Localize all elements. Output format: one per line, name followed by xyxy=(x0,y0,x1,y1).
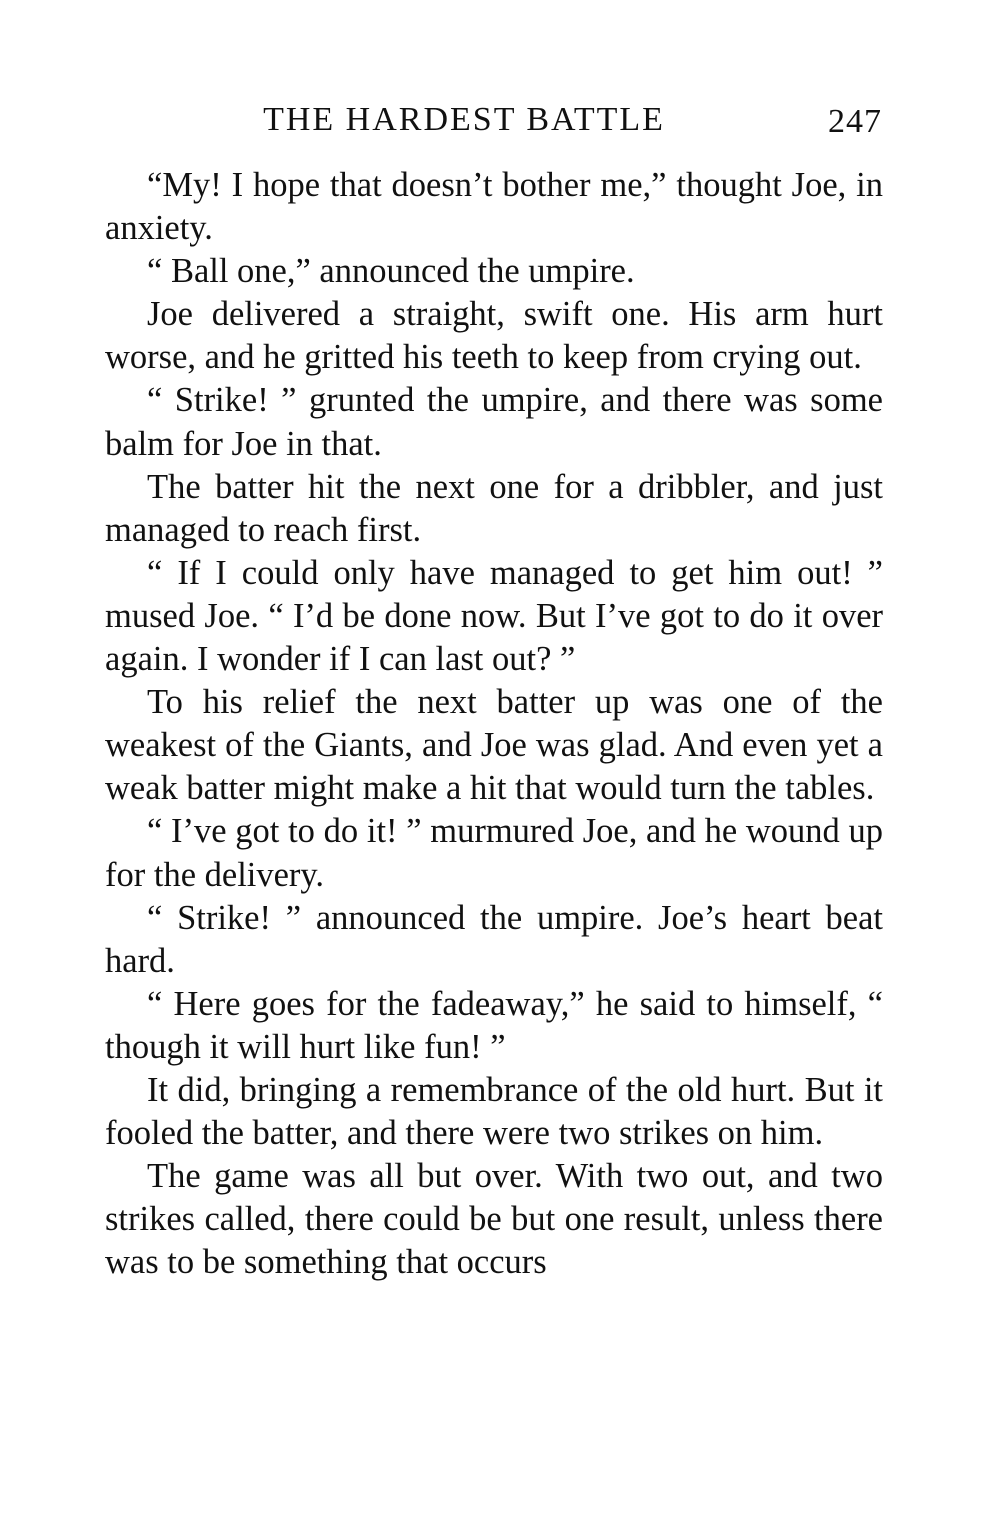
body-text xyxy=(105,164,883,1284)
paragraph: “My! I hope that doesn’t bother me,” thought Joe, in anxiety. xyxy=(105,166,883,248)
paragraph: “ Strike! ” grunted the umpire, and there was some balm for Joe in that. xyxy=(105,381,883,463)
paragraph: The game was all but over. With two out, and two strikes called, there could be but one result, unless there was to be something that occurs xyxy=(105,1157,883,1282)
paragraph: Joe delivered a straight, swift one. His arm hurt worse, and he gritted his teeth to keep from crying out. xyxy=(105,295,883,377)
page-number: 247 xyxy=(828,103,882,140)
paragraph: To his relief the next batter up was one of the weakest of the Giants, and Joe was glad. And even yet a weak batter might make a hit that would turn the tables. xyxy=(105,683,883,808)
paragraph: It did, bringing a remembrance of the old hurt. But it fooled the batter, and there were two strikes on him. xyxy=(105,1070,883,1153)
paragraph: “ Ball one,” announced the umpire. xyxy=(147,252,635,291)
paragraph: “ If I could only have managed to get him out! ” mused Joe. “ I’d be done now. But I’ve got to do it over again. I wonder if I can last out? ” xyxy=(105,553,883,679)
paragraph: “ Strike! ” announced the umpire. Joe’s heart beat hard. xyxy=(105,898,883,980)
running-head xyxy=(104,96,884,144)
running-title: THE HARDEST BATTLE xyxy=(263,101,665,138)
paragraph: “ Here goes for the fadeaway,” he said to himself, “ though it will hurt like fun! ” xyxy=(105,984,883,1066)
paragraph: “ I’ve got to do it! ” murmured Joe, and he wound up for the delivery. xyxy=(105,812,883,894)
paragraph: The batter hit the next one for a dribbler, and just managed to reach first. xyxy=(105,467,883,549)
